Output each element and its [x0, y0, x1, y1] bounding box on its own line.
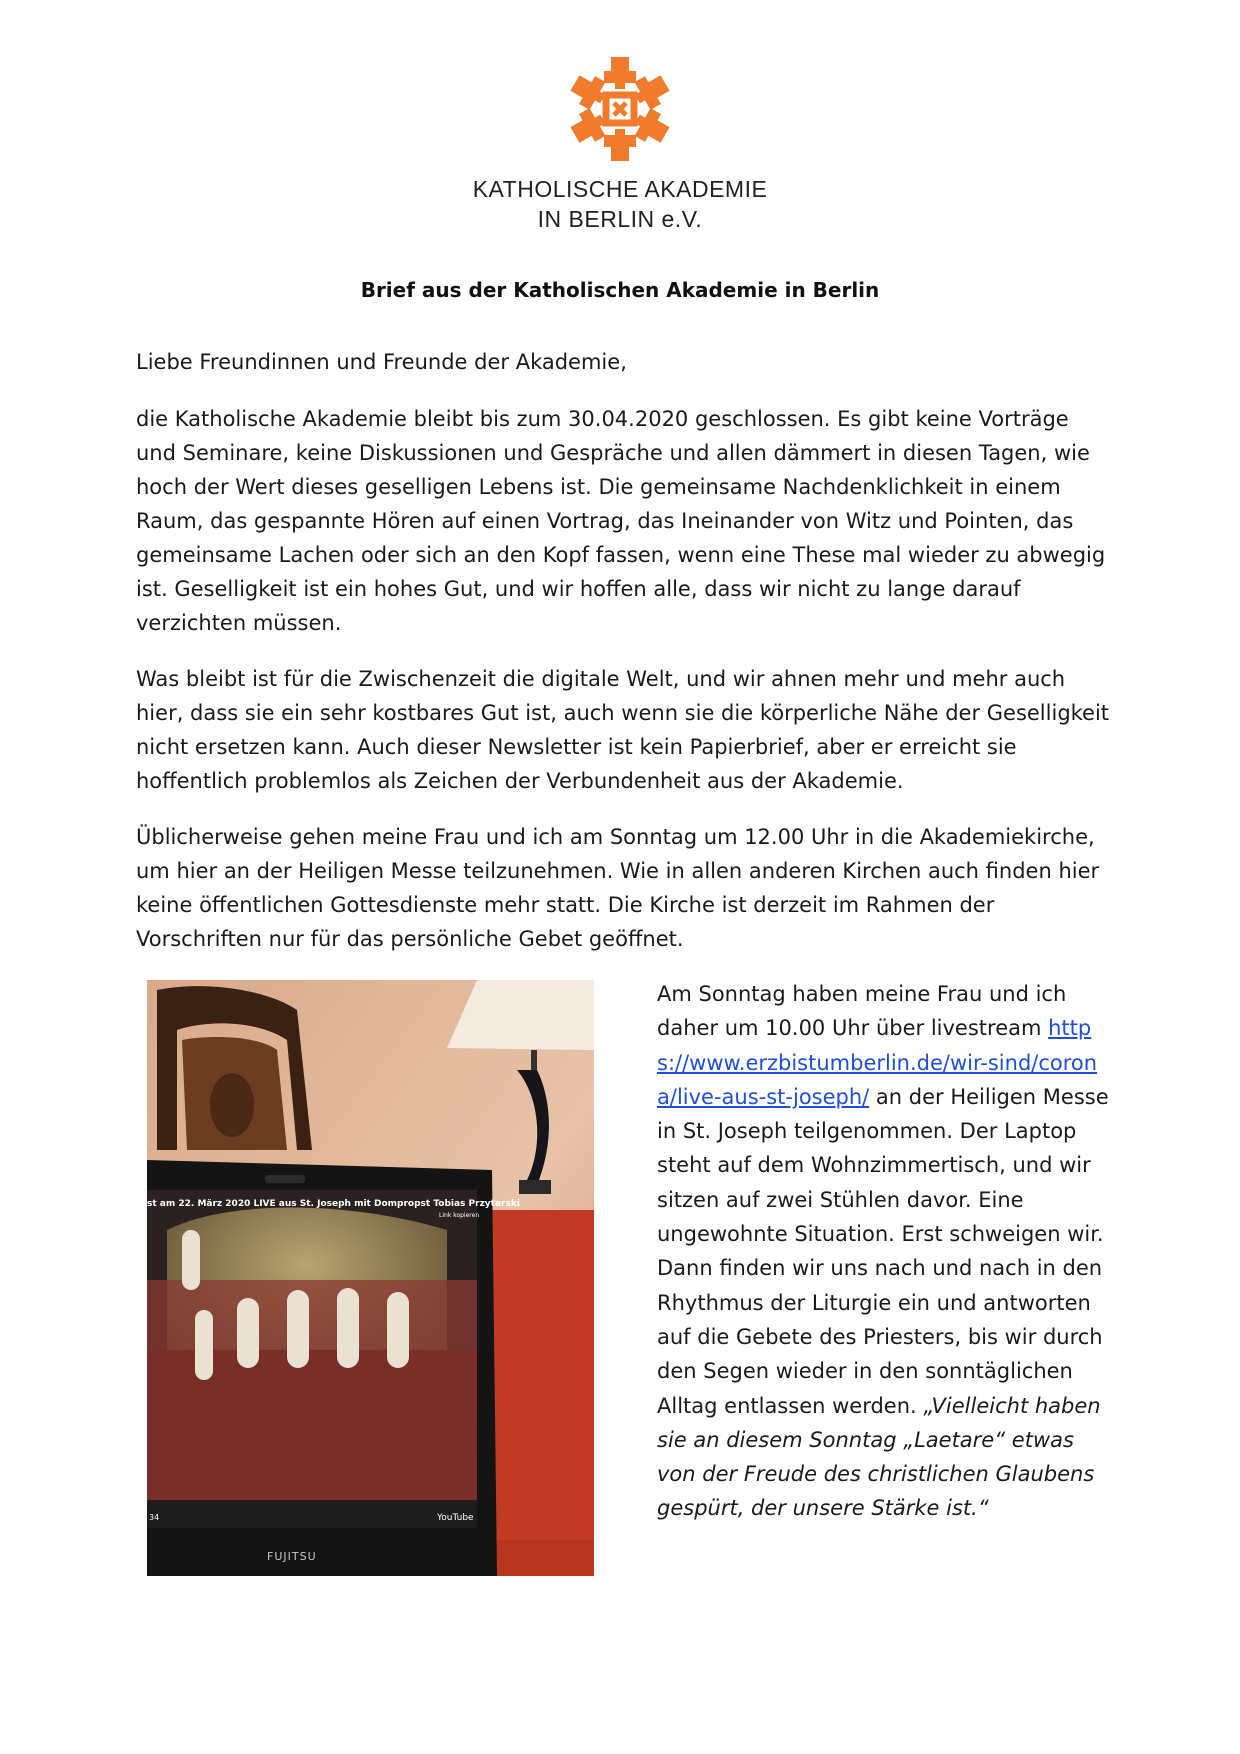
org-name-line2: IN BERLIN e.V. — [537, 206, 703, 232]
livestream-link[interactable]: https://www.erzbistumberlin.de/wir-sind/corona/live-aus-st-joseph/ — [657, 1016, 1098, 1109]
laptop-brand-text: FUJITSU — [267, 1550, 317, 1563]
side-text-quote: „Vielleicht haben sie an diesem Sonntag „Laetare“ etwas von der Freude des christlichen Glaubens gespürt, der unsere Stärke ist.“ — [657, 1393, 1101, 1521]
livestream-photo — [147, 980, 594, 1576]
letter-title: Brief aus der Katholischen Akademie in Berlin — [360, 278, 880, 302]
paragraph-2: Was bleibt ist für die Zwischenzeit die digitale Welt, und wir ahnen mehr und mehr auch hier, dass sie ein sehr kostbares Gut ist, auch wenn sie die körperliche Nähe der Geselligkeit nicht ersetzen kann. Auch dieser Newsletter ist kein Papierbrief, aber er erreicht sie hoffentlich problemlos als Zeichen der Verbundenheit aus der Akademie. — [136, 667, 1110, 793]
akademie-logo-icon — [565, 54, 675, 164]
side-text — [657, 977, 1117, 1526]
video-time-text: 34 — [149, 1513, 160, 1522]
youtube-text: YouTube — [437, 1513, 474, 1523]
paragraph-1: die Katholische Akademie bleibt bis zum 30.04.2020 geschlossen. Es gibt keine Vorträge und Seminare, keine Diskussionen und Gespräche und allen dämmert in diesen Tagen, wie hoch der Wert dieses geselligen Lebens ist. Die gemeinsame Nachdenklichkeit in einem Raum, das gespannte Hören auf einen Vortrag, das Ineinander von Witz und Pointen, das gemeinsame Lachen oder sich an den Kopf fassen, wenn eine These mal wieder zu abwegig ist. Geselligkeit ist ein hohes Gut, und wir hoffen alle, dass wir nicht zu lange darauf verzichten müssen. — [136, 407, 1106, 635]
side-text-intro: Am Sonntag haben meine Frau und ich daher um 10.00 Uhr über livestream — [657, 982, 1067, 1041]
org-name-line1: KATHOLISCHE AKADEMIE — [472, 176, 768, 202]
video-title-text: st am 22. März 2020 LIVE aus St. Joseph mit Dompropst Tobias Przytarski — [147, 1199, 520, 1209]
side-text-body: an der Heiligen Messe in St. Joseph teilgenommen. Der Laptop steht auf dem Wohnzimmertisch, und wir sitzen auf zwei Stühlen davor. Eine ungewohnte Situation. Erst schweigen wir. Dann finden wir uns nach und nach in den Rhythmus der Liturgie ein und antworten auf die Gebete des Priesters, bis wir durch den Segen wieder in den sonntäglichen Alltag entlassen werden. — [657, 1084, 1109, 1418]
paragraph-3: Üblicherweise gehen meine Frau und ich am Sonntag um 12.00 Uhr in die Akademiekirche, um hier an der Heiligen Messe teilzunehmen. Wie in allen anderen Kirchen auch finden hier keine öffentlichen Gottesdienste mehr statt. Die Kirche ist derzeit im Rahmen der Vorschriften nur für das persönliche Gebet geöffnet. — [136, 825, 1100, 951]
salutation: Liebe Freundinnen und Freunde der Akademie, — [136, 350, 627, 374]
copy-link-text: Link kopieren — [439, 1212, 480, 1219]
